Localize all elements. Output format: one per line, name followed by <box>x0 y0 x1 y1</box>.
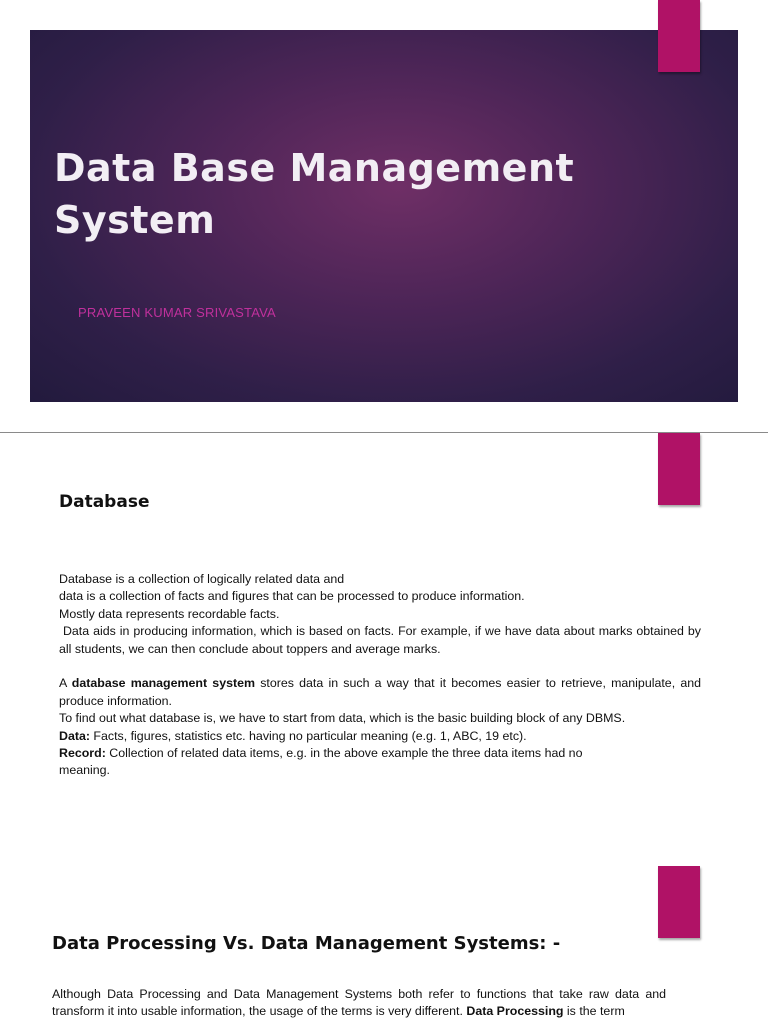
accent-bar <box>658 866 700 938</box>
record-definition <box>59 745 701 762</box>
data-processing-body <box>52 986 666 1021</box>
body-line: data is a collection of facts and figures that can be processed to produce information. <box>59 589 525 604</box>
slide-divider <box>0 432 768 433</box>
data-label: Data: <box>59 728 90 743</box>
accent-bar <box>658 433 700 505</box>
body-paragraph <box>52 986 666 1021</box>
database-heading: Database <box>59 492 150 512</box>
record-continuation: meaning. <box>59 763 110 778</box>
body-end: is the term <box>563 1004 625 1019</box>
accent-bar <box>658 0 700 72</box>
paragraph-gap <box>59 658 701 675</box>
data-definition <box>59 728 701 745</box>
body-line: Database is a collection of logically related data and <box>59 572 345 586</box>
data-processing-term: Data Processing <box>466 1004 564 1019</box>
dbms-prefix: A <box>59 676 72 691</box>
database-body <box>59 571 705 780</box>
dbms-paragraph <box>59 675 701 710</box>
author-name: PRAVEEN KUMAR SRIVASTAVA <box>78 305 276 320</box>
body-line: Data aids in producing information, which is based on facts. For example, if we have data about marks obtained by all students, we can then conclude about toppers and average marks. <box>59 624 705 656</box>
data-processing-heading: Data Processing Vs. Data Management Systems: - <box>52 933 561 954</box>
presentation-title: Data Base Management System <box>54 146 575 242</box>
dbms-term: database management system <box>71 676 256 691</box>
record-text: Collection of related data items, e.g. in the above example the three data items had no <box>105 746 583 761</box>
body-start: Although Data Processing and Data Management Systems both refer to functions that take raw data and transform it into usable information, the usage of the terms is very different. <box>52 987 666 1019</box>
title-slide <box>30 30 738 402</box>
data-text: Facts, figures, statistics etc. having no particular meaning (e.g. 1, ABC, 19 etc). <box>89 728 527 743</box>
body-line: Mostly data represents recordable facts. <box>59 606 280 621</box>
find-out-line: To find out what database is, we have to start from data, which is the basic building block of any DBMS. <box>59 711 626 726</box>
record-label: Record: <box>59 746 106 761</box>
dbms-rest: stores data in such a way that it becomes easier to retrieve, manipulate, and produce information. <box>59 676 701 708</box>
